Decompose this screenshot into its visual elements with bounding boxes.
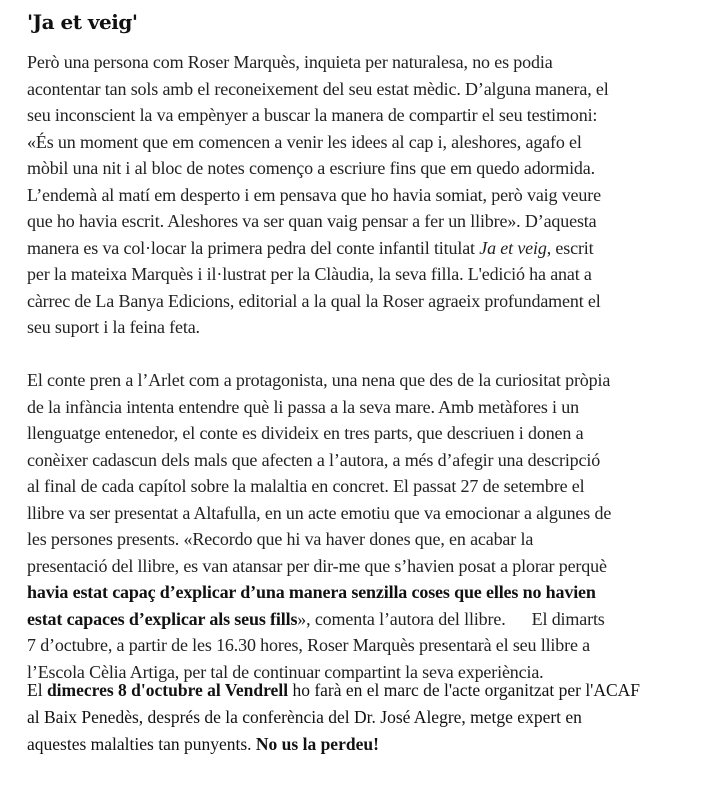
text-line: seu inconscient la va empènyer a buscar la manera de compartir el seu testimoni:: [27, 105, 598, 125]
text-line: 7 d’octubre, a partir de les 16.30 hores, Roser Marquès presentarà el seu llibre a: [27, 635, 590, 655]
text-line: de la infància intenta entendre què li passa a la seva mare. Amb metàfores i un: [27, 396, 579, 417]
text-line: per la mateixa Marquès i il·lustrat per la Clàudia, la seva filla. L'edició ha anat a: [27, 264, 592, 284]
section-heading: 'Ja et veig': [27, 10, 138, 34]
text: El: [27, 680, 47, 700]
text-line: càrrec de La Banya Edicions, editorial a la qual la Roser agraeix profundament el: [27, 290, 601, 311]
text-line: les persones presents. «Recordo que hi va haver dones que, en acabar la: [27, 529, 534, 549]
text-line: «És un moment que em comencen a venir les idees al cap i, aleshores, agafo el: [27, 131, 582, 152]
text-line: [27, 731, 640, 758]
text-line: al Baix Penedès, després de la conferència del Dr. José Alegre, metge expert en: [27, 707, 582, 727]
paragraph-2: [27, 367, 611, 685]
bold-quote: estat capaces d’explicar als seus fills: [27, 608, 298, 629]
text-line: [27, 235, 609, 262]
text: , escrit: [546, 237, 594, 258]
text-line: acontentar tan sols amb el reconeixement del seu estat mèdic. D’alguna manera, el: [27, 78, 609, 99]
text: ho farà en el marc de l'acte organitzat per l'ACAF: [288, 680, 641, 700]
text-line: que ho havia escrit. Aleshores va ser quan vaig pensar a fer un llibre». D’aquesta: [27, 211, 597, 231]
text-line: El conte pren a l’Arlet com a protagonista, una nena que des de la curiositat pròpia: [27, 370, 611, 390]
text-line: [27, 677, 640, 704]
closing-callout: No us la perdeu!: [255, 734, 379, 754]
book-title: Ja et veig: [479, 237, 547, 258]
text-line: al final de cada capítol sobre la malaltia en concret. El passat 27 de setembre el: [27, 476, 585, 496]
paragraph-1: [27, 49, 609, 341]
text-line: L’endemà al matí em desperto i em pensava que ho havia somiat, però vaig veure: [27, 184, 601, 205]
text-line: l’Escola Cèlia Artiga, per tal de continuar compartint la seva experiència.: [27, 661, 544, 682]
text-line: Però una persona com Roser Marquès, inquieta per naturalesa, no es podia: [27, 52, 553, 72]
text: aquestes malalties tan punyents.: [27, 734, 256, 754]
text: manera es va col·locar la primera pedra del conte infantil titulat: [27, 237, 480, 258]
text-line: seu suport i la feina feta.: [27, 317, 200, 337]
paragraph-3: [27, 677, 640, 758]
text: », comenta l’autora del llibre. El dimarts: [297, 608, 605, 629]
text-line: [27, 579, 611, 606]
text-line: presentació del llibre, es van atansar per dir-me que s’havien posat a plorar perquè: [27, 555, 607, 576]
text-line: [27, 606, 611, 633]
text-line: llenguatge entenedor, el conte es divideix en tres parts, que descriuen i donen a: [27, 423, 584, 443]
text-line: conèixer cadascun dels mals que afecten a l’autora, a més d’afegir una descripció: [27, 449, 601, 470]
bold-quote: havia estat capaç d’explicar d’una manera senzilla coses que elles no havien: [27, 582, 596, 602]
event-date: dimecres 8 d'octubre al Vendrell: [46, 680, 289, 700]
text-line: llibre va ser presentat a Altafulla, en un acte emotiu que va emocionar a algunes de: [27, 502, 612, 523]
text-line: mòbil una nit i al bloc de notes començo a escriure fins que em quedo adormida.: [27, 158, 595, 178]
